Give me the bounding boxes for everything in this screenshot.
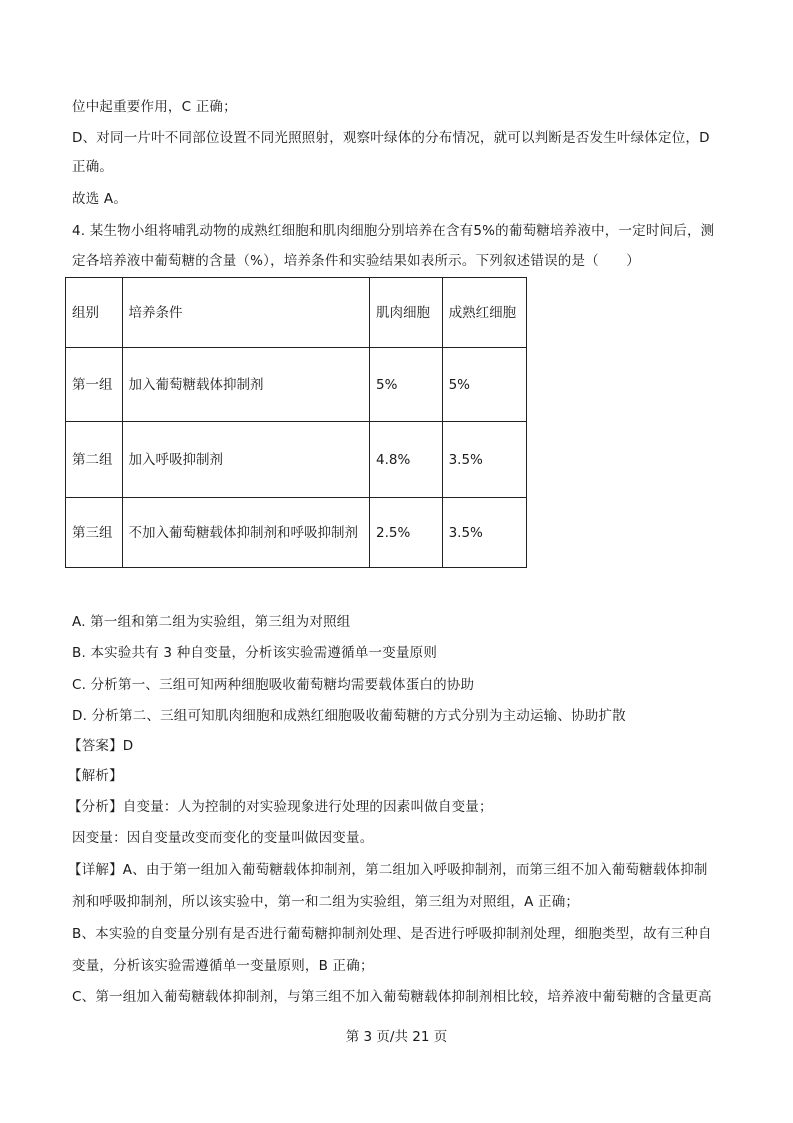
cell-rbc: 5% <box>442 348 526 422</box>
question-stem: 4. 某生物小组将哺乳动物的成熟红细胞和肌肉细胞分别培养在含有5%的葡萄糖培养液中，一定时间后，测 <box>72 223 715 239</box>
analysis-line: 【分析】自变量：人为控制的对实验现象进行处理的因素叫做自变量； <box>68 799 493 815</box>
cell-rbc: 3.5% <box>442 498 526 568</box>
cell-group: 第二组 <box>66 422 123 498</box>
text-line: D、对同一片叶不同部位设置不同光照照射，观察叶绿体的分布情况，就可以判断是否发生叶绿体定位，D <box>72 130 710 146</box>
cell-muscle: 4.8% <box>369 422 442 498</box>
cell-muscle: 2.5% <box>369 498 442 568</box>
text-line: 位中起重要作用，C 正确； <box>72 99 237 115</box>
cell-condition: 加入葡萄糖载体抑制剂 <box>122 348 369 422</box>
analysis-line: 剂和呼吸抑制剂，所以该实验中，第一和二组为实验组，第三组为对照组，A 正确； <box>72 894 580 910</box>
text-line: 正确。 <box>72 159 114 175</box>
analysis-title: 【解析】 <box>68 768 123 784</box>
page-footer: 第 3 页/共 21 页 <box>345 1029 448 1045</box>
table-row <box>66 422 527 498</box>
question-stem: 定各培养液中葡萄糖的含量（%），培养条件和实验结果如表所示。下列叙述错误的是（ ） <box>72 253 640 269</box>
analysis-line: C、第一组加入葡萄糖载体抑制剂，与第三组不加入葡萄糖载体抑制剂相比较，培养液中葡萄糖的含量更高 <box>72 989 712 1005</box>
option-a: A. 第一组和第二组为实验组，第三组为对照组 <box>72 614 351 630</box>
cell-condition: 不加入葡萄糖载体抑制剂和呼吸抑制剂 <box>122 498 369 568</box>
table-row <box>66 498 527 568</box>
header-condition: 培养条件 <box>122 278 369 348</box>
cell-group: 第一组 <box>66 348 123 422</box>
answer-label: 【答案】D <box>68 738 134 754</box>
cell-condition: 加入呼吸抑制剂 <box>122 422 369 498</box>
header-group: 组别 <box>66 278 123 348</box>
analysis-line: 【详解】A、由于第一组加入葡萄糖载体抑制剂，第二组加入呼吸抑制剂，而第三组不加入葡萄糖载体抑制 <box>68 862 708 878</box>
text-line: 故选 A。 <box>72 191 128 207</box>
analysis-line: 因变量：因自变量改变而变化的变量叫做因变量。 <box>72 830 374 846</box>
table-header-row <box>66 278 527 348</box>
cell-rbc: 3.5% <box>442 422 526 498</box>
option-d: D. 分析第二、三组可知肌肉细胞和成熟红细胞吸收葡萄糖的方式分别为主动运输、协助扩散 <box>72 708 626 724</box>
results-table <box>65 277 527 568</box>
option-b: B. 本实验共有 3 种自变量，分析该实验需遵循单一变量原则 <box>72 645 438 661</box>
cell-group: 第三组 <box>66 498 123 568</box>
option-c: C. 分析第一、三组可知两种细胞吸收葡萄糖均需要载体蛋白的协助 <box>72 677 475 693</box>
header-muscle: 肌肉细胞 <box>369 278 442 348</box>
analysis-line: 变量，分析该实验需遵循单一变量原则，B 正确； <box>72 958 374 974</box>
header-rbc: 成熟红细胞 <box>442 278 526 348</box>
analysis-line: B、本实验的自变量分别有是否进行葡萄糖抑制剂处理、是否进行呼吸抑制剂处理，细胞类型，故有三种自 <box>72 926 712 942</box>
cell-muscle: 5% <box>369 348 442 422</box>
table-row <box>66 348 527 422</box>
